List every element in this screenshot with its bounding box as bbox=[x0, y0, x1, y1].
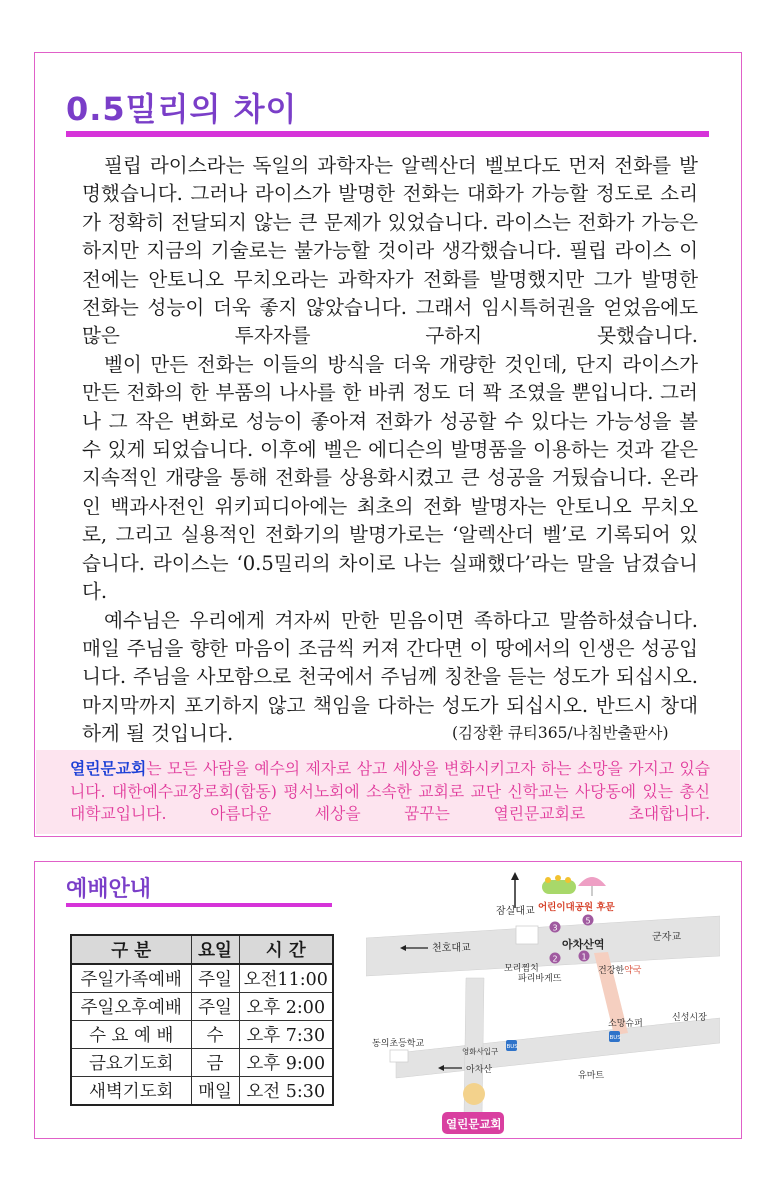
title-underline bbox=[66, 131, 709, 137]
service-time: 오후 7:30 bbox=[239, 1021, 333, 1049]
table-row bbox=[71, 964, 333, 993]
service-day: 주일 bbox=[191, 964, 239, 993]
article-paragraph: 필립 라이스라는 독일의 과학자는 알렉산더 벨보다도 먼저 전화를 발명했습니다. 그러나 라이스가 발명한 전화는 대화가 가능할 정도로 소리가 정확히 전달되지 않는 큰 문제가 있었습니다. 라이스는 전화가 가능은 하지만 지금의 기술로는 불가능할 것이라 생각했습니다. 필립 라이스 이전에는 안토니오 무치오라는 과학자가 전화를 발명했지만 그가 발명한 전화는 성능이 더욱 좋지 않았습니다. 그래서 임시특허권을 얻었음에도 많은 투자자를 구하지 못했습니다. bbox=[82, 154, 698, 348]
church-intro-text bbox=[70, 758, 710, 826]
column-header: 요일 bbox=[191, 935, 239, 964]
church-name: 열린문교회 bbox=[70, 759, 147, 778]
church-illustration-icon bbox=[463, 1083, 485, 1105]
worship-title-underline bbox=[66, 903, 332, 907]
table-row bbox=[71, 1021, 333, 1049]
column-header: 시 간 bbox=[239, 935, 333, 964]
station-exit-label: 2 bbox=[552, 954, 558, 964]
north-arrow-icon bbox=[511, 872, 519, 880]
map-label-cheonho: 천호대교 bbox=[432, 943, 471, 954]
bus-stop-label: BUS bbox=[506, 1044, 518, 1050]
map-label-jamsil: 잠실대교 bbox=[496, 906, 535, 917]
column-header: 구 분 bbox=[71, 935, 191, 964]
service-day: 주일 bbox=[191, 993, 239, 1021]
map-label-paris: 파리바게뜨 bbox=[518, 974, 562, 984]
worship-title: 예배안내 bbox=[66, 877, 152, 902]
main-road bbox=[366, 916, 720, 976]
service-time: 오후 9:00 bbox=[239, 1049, 333, 1077]
article-paragraph: 예수님은 우리에게 겨자씨 만한 믿음이면 족하다고 말씀하셨습니다. 매일 주님을 향한 마음이 조금씩 커져 간다면 이 땅에서의 인생은 성공입니다. 주님을 사모함으로 천국에서 주님께 칭찬을 듣는 성도가 되십시오. 마지막까지 포기하지 않고 책임을 다하는 성도가 되십시오. 반드시 창대하게 될 것입니다. bbox=[82, 608, 698, 746]
service-time: 오전11:00 bbox=[239, 964, 333, 993]
map-label-somang: 소망슈퍼 bbox=[608, 1019, 643, 1029]
article-body bbox=[82, 152, 698, 749]
church-label: 열린문교회 bbox=[446, 1117, 502, 1131]
service-name: 주일가족예배 bbox=[71, 964, 191, 993]
park-flower-icon bbox=[545, 877, 551, 883]
park-flower-icon bbox=[555, 875, 561, 881]
table-row bbox=[71, 993, 333, 1021]
station-exit-label: 5 bbox=[585, 916, 591, 926]
map-label-achasan: 아차산 bbox=[466, 1065, 493, 1075]
map-label-station: 아차산역 bbox=[562, 938, 605, 951]
service-day: 매일 bbox=[191, 1077, 239, 1106]
park-umbrella-icon bbox=[578, 877, 606, 886]
service-name: 주일오후예배 bbox=[71, 993, 191, 1021]
service-name: 새벽기도회 bbox=[71, 1077, 191, 1106]
service-name: 수 요 예 배 bbox=[71, 1021, 191, 1049]
map-label-morijjim: 모리찜치 bbox=[504, 964, 539, 974]
article-credit: (김장환 큐티365/나침반출판사) bbox=[452, 724, 669, 742]
service-time: 오후 2:00 bbox=[239, 993, 333, 1021]
pharmacy-label-highlight: 약국 bbox=[624, 966, 642, 976]
article-title: 0.5밀리의 차이 bbox=[66, 90, 298, 128]
map-drawing bbox=[366, 868, 720, 1138]
building-block bbox=[516, 926, 538, 944]
station-exit-label: 1 bbox=[581, 952, 587, 962]
article-paragraph: 벨이 만든 전화는 이들의 방식을 더욱 개량한 것인데, 단지 라이스가 만든 전화의 한 부품의 나사를 한 바퀴 정도 더 꽉 조였을 뿐입니다. 그러나 그 작은 변화로 성능이 좋아져 전화가 성공할 수 있다는 가능성을 볼 수 있게 되었습니다. 이후에 벨은 에디슨의 발명품을 이용하는 것과 같은 지속적인 개량을 통해 전화를 상용화시켰고 큰 성공을 거뒀습니다. 온라인 백과사전인 위키피디아에는 최초의 전화 발명자는 안토니오 무치오로, 그리고 실용적인 전화기의 발명가로는 ‘알렉산더 벨’로 기록되어 있습니다. 라이스는 ‘0.5밀리의 차이로 나는 실패했다’라는 말을 남겼습니다. bbox=[82, 352, 698, 604]
lower-street bbox=[396, 1018, 720, 1078]
service-day: 금 bbox=[191, 1049, 239, 1077]
map-label-gunja: 군자교 bbox=[652, 932, 681, 943]
table-row bbox=[71, 1049, 333, 1077]
park-flower-icon bbox=[565, 877, 571, 883]
pharmacy-label-part: 건강한 bbox=[598, 966, 625, 976]
location-map bbox=[366, 868, 720, 1138]
map-label-pharmacy bbox=[598, 964, 642, 976]
bus-stop-label: BUS bbox=[609, 1035, 621, 1041]
map-label-yeonghwa: 영화사입구 bbox=[462, 1047, 499, 1056]
table-row bbox=[71, 1077, 333, 1106]
service-name: 금요기도회 bbox=[71, 1049, 191, 1077]
map-label-sinseong: 신성시장 bbox=[672, 1013, 707, 1023]
church-intro-description: 는 모든 사람을 예수의 제자로 삼고 세상을 변화시키고자 하는 소망을 가지고 있습니다. 대한예수교장로회(합동) 평서노회에 소속한 교회로 교단 신학교는 사당동에 있는 총신대학교입니다. 아름다운 세상을 꿈꾸는 열린문교회로 초대합니다. bbox=[70, 759, 710, 824]
service-day: 수 bbox=[191, 1021, 239, 1049]
map-label-park: 어린이대공원 후문 bbox=[538, 902, 615, 913]
school-building bbox=[390, 1050, 408, 1062]
station-exit-label: 3 bbox=[552, 923, 558, 933]
service-time: 오전 5:30 bbox=[239, 1077, 333, 1106]
worship-schedule-table bbox=[70, 934, 334, 1106]
table-header-row bbox=[71, 935, 333, 964]
map-label-umart: 유마트 bbox=[578, 1071, 605, 1081]
map-label-dongui: 동의초등학교 bbox=[372, 1039, 425, 1049]
